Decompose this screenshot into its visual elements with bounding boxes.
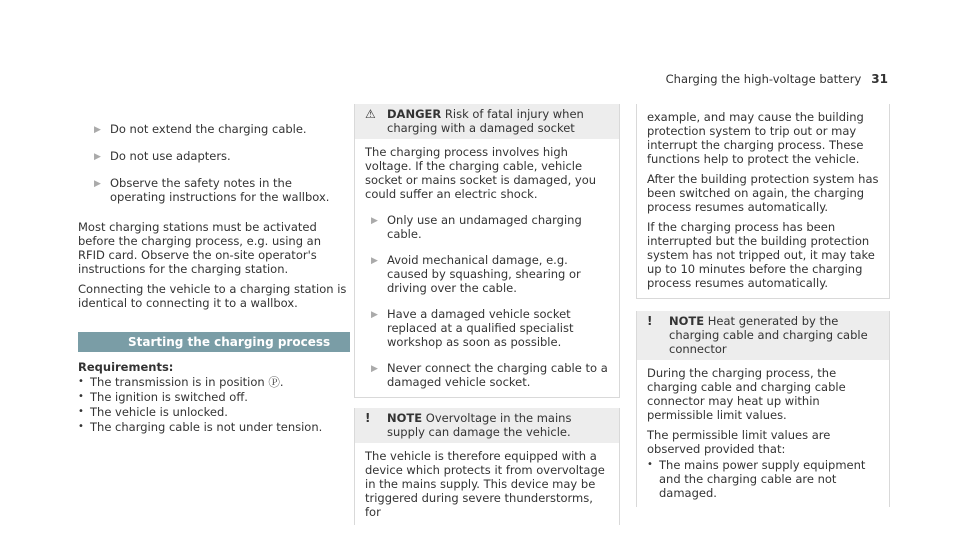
instruction-step: ▶ Never connect the charging cable to a damaged vehicle socket. (365, 361, 611, 389)
column-2 (354, 104, 620, 525)
instruction-step: ▶ Have a damaged vehicle socket replaced at a qualified specialist workshop as soon as possible. (365, 307, 611, 349)
instruction-step: ▶ Observe the safety notes in the operating instructions for the wallbox. (78, 176, 350, 204)
arrow-right-icon: ▶ (371, 364, 378, 374)
page-header (666, 72, 888, 86)
exclamation-icon: ! (647, 314, 653, 328)
page-number: 31 (871, 72, 888, 86)
paragraph: Most charging stations must be activated before the charging process, e.g. using an RFID card. Observe the on-site operator's instructions for the charging station. (78, 220, 322, 276)
header-title: Charging the high-voltage battery (665, 72, 862, 86)
arrow-right-icon: ▶ (94, 152, 101, 162)
instruction-step: ▶ Only use an undamaged charging cable. (365, 213, 611, 241)
danger-notice-header: ⚠ DANGER Risk of fatal injury when charging with a damaged socket (355, 104, 619, 139)
list-item: • The ignition is switched off. (78, 390, 248, 404)
list-item: • The mains power supply equipment and the charging cable are not damaged. (647, 458, 866, 500)
list-item: • The transmission is in position Ⓟ. (78, 375, 284, 389)
list-item: • The charging cable is not under tension. (78, 420, 323, 434)
arrow-right-icon: ▶ (94, 125, 101, 135)
note-notice (636, 311, 890, 507)
instruction-step: ▶ Avoid mechanical damage, e.g. caused by squashing, shearing or driving over the cable. (365, 253, 611, 295)
column-3 (636, 104, 890, 507)
list-item: • The vehicle is unlocked. (78, 405, 228, 419)
note-notice-header: ! NOTE Overvoltage in the mains supply can damage the vehicle. (355, 408, 619, 443)
exclamation-icon: ! (365, 411, 371, 425)
note-notice (354, 408, 620, 525)
arrow-right-icon: ▶ (371, 216, 378, 226)
note-notice-continued: example, and may cause the building protection system to trip out or may interrupt the charging process. These functions help to protect the vehicle. After the building protection system has been switched on again, the charging process resumes automatically. If the charging process has been interrupted but the building protection system has not tripped out, it may take up to 10 minutes before the charging process resumes automatically. (636, 104, 890, 299)
section-title: Starting the charging process (78, 332, 350, 352)
paragraph: Connecting the vehicle to a charging station is identical to connecting it to a wallbox. (78, 282, 347, 310)
danger-notice (354, 104, 620, 398)
warning-triangle-icon: ⚠ (365, 107, 376, 121)
instruction-step: ▶ Do not use adapters. (78, 149, 350, 164)
requirements-label: Requirements: (78, 360, 174, 374)
arrow-right-icon: ▶ (94, 179, 101, 189)
note-notice-body: During the charging process, the charging cable and charging cable connector may heat up within permissible limit values. The permissible limit values are observed provided that: • The mains power supply equipment and the charging cable are not damaged. (637, 360, 889, 507)
arrow-right-icon: ▶ (371, 256, 378, 266)
danger-notice-body: The charging process involves high voltage. If the charging cable, vehicle socket or mains socket is damaged, you could suffer an electric shock. ▶ Only use an undamaged charging cable. ▶ Avoid mechanical damage, e.g. caused by squashing, shearing or driving over the cable. ▶ Have a damaged vehicle socket replaced at a qualified specialist workshop as soon as possible. ▶ Never connect the charging cable to a damaged vehicle socket. (355, 139, 619, 397)
instruction-step: ▶ Do not extend the charging cable. (78, 122, 350, 137)
arrow-right-icon: ▶ (371, 310, 378, 320)
note-notice-body: The vehicle is therefore equipped with a device which protects it from overvoltage in the mains supply. This device may be triggered during severe thunderstorms, for (365, 449, 605, 519)
note-notice-header: ! NOTE Heat generated by the charging cable and charging cable connector (637, 311, 889, 360)
column-1 (78, 122, 350, 435)
